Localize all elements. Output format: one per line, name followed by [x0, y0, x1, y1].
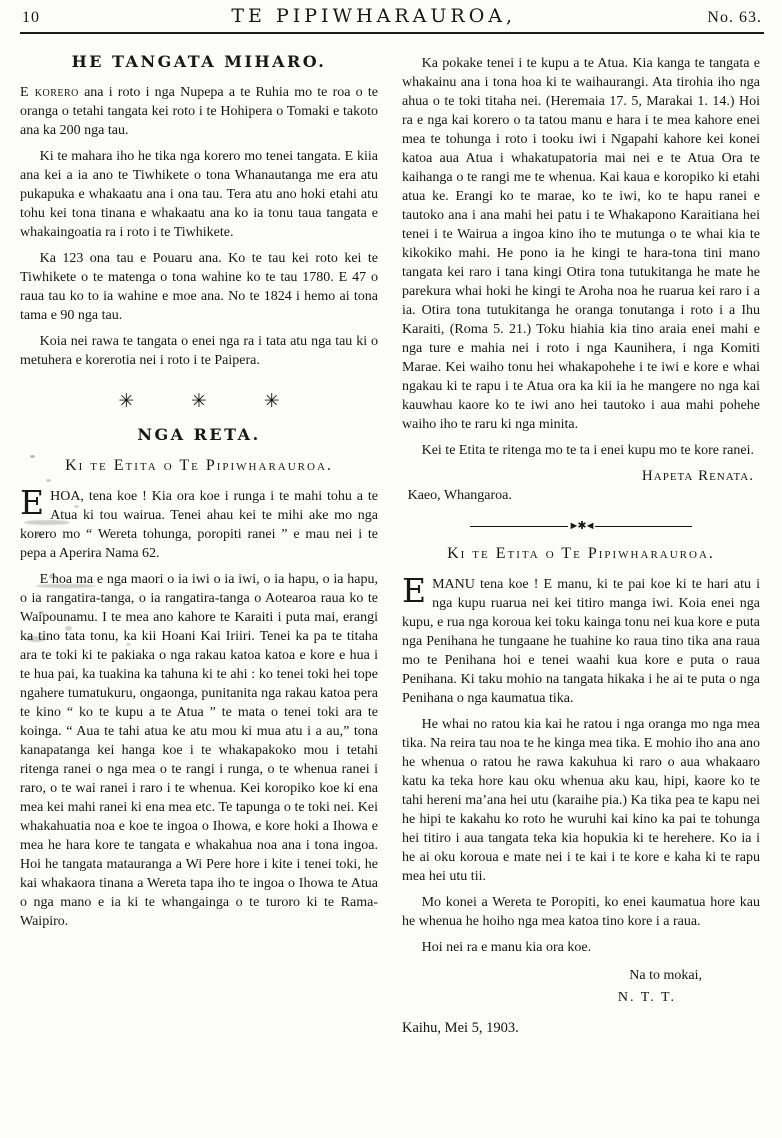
ink-smudge: [26, 636, 46, 642]
article-paragraph: Ki te mahara iho he tika nga korero mo tenei tangata. E kiia ana kei a ia ano te Tiwhikete o tona Whanautanga me era atu pukapuka e whakaatu ana i ona tau. Tera atu ano hoki etahi atu tohu kei tona tinana e whakaatu ana ko ia tonu taua tangata e whakaingoatia ra i roto i te Tiwhikete.: [20, 149, 378, 240]
divider-line-left: [470, 526, 567, 528]
letter-paragraph: [402, 571, 760, 708]
article-paragraph: Koia nei rawa te tangata o enei nga ra i tata atu nga tau ki o metuhera e korerotia nei i roto i te Paipera.: [20, 334, 378, 368]
divider-fleuron-icon: ►✱◄: [568, 520, 594, 532]
page-header: [20, 5, 764, 34]
letter-paragraph: [20, 483, 378, 563]
letter-signoff: Na to mokai,: [629, 968, 702, 983]
article-paragraph: [20, 83, 378, 140]
drop-cap: E: [20, 483, 45, 522]
letter-signature: Hapeta Renata.: [641, 468, 754, 484]
right-column: [402, 42, 760, 1038]
letter-paragraph: Ka pokake tenei i te kupu a te Atua. Kia kanga te tangata e whakainu ana i tona hoa ki te waihaurangi. Ata tirohia iho nga ahua o te toki titaha nei. (Heremaia 17. 5, Marakai 1. 14.) Hoi ra e nga kai korero o ta tatou manu e hara i te mea kahore enei mea te tohunga i roto i tooku iwi i Ngapahi kahore kei konei katoa aua Atua i whakatupatoria mai nei e te Atua Ora te kaihanga o te rangi me te whenua. Kai kaua e koropiko ki etahi atua ke. Erangi ko te marae, ko te iwi, ko te hapu ranei e tautoko ana i ana mahi hei patu i te Whakapono Karaitiana hei tenei i te Wairua a ingoa kino iho te mutunga o te whai kia te kikokiko mahi. He pono ia he kingi te hara-tona tini mano tangata kei raro i tana kingi Otira tona tutukitanga he mate he parekura whai hoki he kingi te Aroha noa he ruarua kei raro i a ia. Otira tona tutukitanga he oranga tonutanga i roto i a Ihu Karaiti, (Roma 5. 21.) Toku hiahia kia tino araia enei mahi e nga ture e mahia nei i roto i nga Kaunihera, i nga Komiti Marae. Kei waiho tonu hei whakapohehe i te iwi e kore e whai ngakau ki te rapu i te Atua ora ka kii ia he mangere no nga kai kauwhau kaore ko te iwi ano hei tautoko i aua mahi pohehe waiho iho te raru ki nga minita.: [402, 56, 760, 432]
letter-initials: N. T. T.: [617, 990, 676, 1005]
letter-dateline: Kaihu, Mei 5, 1903.: [402, 1020, 519, 1036]
letter-paragraph: Mo konei a Wereta te Poropiti, ko enei kaumatua hore kau he whenua he hoiho nga mea katoa tino kore i a raua.: [402, 895, 760, 929]
lead-small-caps: E korero: [20, 85, 79, 100]
ink-smudge: [24, 520, 70, 525]
paragraph-text: ana i roto i nga Nupepa a te Ruhia mo te roa o te oranga o tetahi tangata kei roto i te Hohipera o Tomaki e takoto ana ka 200 nga tau.: [20, 85, 378, 138]
paragraph-text: MANU tena koe ! E manu, ki te pai koe ki te hari atu i nga kupu ruarua nei kei titiro manga iwi. Koia enei nga kupu, e rua nga koroua kei toku kainga tonu nei kua kore e puta nga Penihana he tungaane he tuahine ko raua tino tika ana raua mo te Penihana hoi e tenei waahi kua kore e puta o raua Penihana. Ki taku mohio na tangata hikaka i he ai te puta o nga Penihana o nga kaumatua tika.: [402, 577, 760, 706]
letter-location: Kaeo, Whangaroa.: [407, 488, 512, 503]
two-column-body: [20, 42, 764, 1038]
ink-smudge: [30, 455, 35, 458]
letter-salutation: Ki te Etita o Te Pipiwharauroa.: [447, 545, 715, 562]
letter-paragraph: E hoa ma e nga maori o ia iwi o ia iwi, o ia hapu, o ia hapu, o ia rangatira-tanga, o ia rangatira-tanga o Aotearoa raua ko te Waipounamu. I te mea ano kahore te Karaiti i puta mai, erangi ka tino tata tonu, ka kii Hoani Kai Iriiri. Tenei ka pa te titaha ara te toki ki te pakiaka o nga rakau katoa katoa e kore e hua i te hua pai, ka tuakina ka tahuna ki te ahi : ko tenei toki hei tope ngahere tumatukuru, ongaonga, punitanita nga rakau katoa pera te kino “ ko te kupu a te Atua ” te mata o tenei toki ara te koinga. “ Aua te tahi atua ke atu mou ki mua atu i a au,” tona kanapatanga kei hanga koe i te whakapakoko mou i tetahi ritenga ranei o nga mea o te rangi i runga, o te whenua ranei i raro, o te wai ranei i raro i te whenua. Kei koropiko koe ki ena mea kei mahi ranei ki ena mea etc. Te tapunga o te toki nei. Kei whakahuatia noa e koe te ingoa o Ihowa, e kore hoki a Ihowa e mea he hara kore te tangata e whakahua noa ana i tona ingoa. Hoi he tangata matauranga a Wi Pere hore i kite i tenei toki, he kai whakaora tinana a Wereta tapa iho te ingoa o Ihowa te Atua o nga mano e ia ki te whangainga o te turoro ki te Rama-Waipiro.: [20, 572, 378, 929]
flower-ornament-row: ✳ ✳ ✳: [118, 391, 280, 412]
letters-section-title: NGA RETA.: [137, 425, 261, 444]
letter-salutation: Ki te Etita o Te Pipiwharauroa.: [65, 457, 333, 474]
left-column: [20, 42, 378, 1038]
paragraph-text: HOA, tena koe ! Kia ora koe i runga i te mahi tohu a te Atua ki tou wairua. Tenei ahau kei te mihi ake mo nga korero mo “ Wereta tohunga, poropiti ranei ” e mau nei i te pepa a Aperira Nama 62.: [20, 489, 378, 561]
section-divider: [470, 521, 692, 532]
divider-line-right: [595, 526, 692, 528]
drop-cap: E: [402, 571, 427, 610]
letter-paragraph: Kei te Etita te ritenga mo te ta i enei kupu mo te kore ranei.: [421, 443, 754, 458]
page-number: 10: [22, 9, 40, 26]
article-paragraph: Ka 123 ona tau e Pouaru ana. Ko te tau kei roto kei te Tiwhikete o te matenga o tona wahine ko te tau 1780. E 47 o raua tau ko to ia wahine e moe ana. No te 1824 i hemo ai tona tama e 90 nga tau.: [20, 251, 378, 323]
masthead-title: TE PIPIWHARAUROA,: [231, 5, 517, 27]
article-title: HE TANGATA MIHARO.: [71, 52, 327, 71]
letter-paragraph: He whai no ratou kia kai he ratou i nga oranga mo nga mea tika. Na reira tau noa te he kinga mea tika. E mohio iho ana ano he whenua o ratou he rawa kakuhua ki raro o aua whakaaro katu ka teka hore kau oku whenua aku kau, hipi, kaore ko te tahi hereni ma’ana hei utu (karaihe pia.) Ka tika pea te kapu nei he hipi te kakahu ko roto he wuruhi kai kino ka pai te tohunga hei titiro i aua tangata teka kia hopukia ki te herehere. Ko ia i he ai oku koroua e mate nei i te kai i te kore e kaha ki te rapu mea hei utu tii.: [402, 717, 760, 884]
letter-paragraph: Hoi nei ra e manu kia ora koe.: [421, 940, 592, 955]
ink-smudge: [36, 584, 96, 588]
issue-number: No. 63.: [707, 9, 762, 26]
